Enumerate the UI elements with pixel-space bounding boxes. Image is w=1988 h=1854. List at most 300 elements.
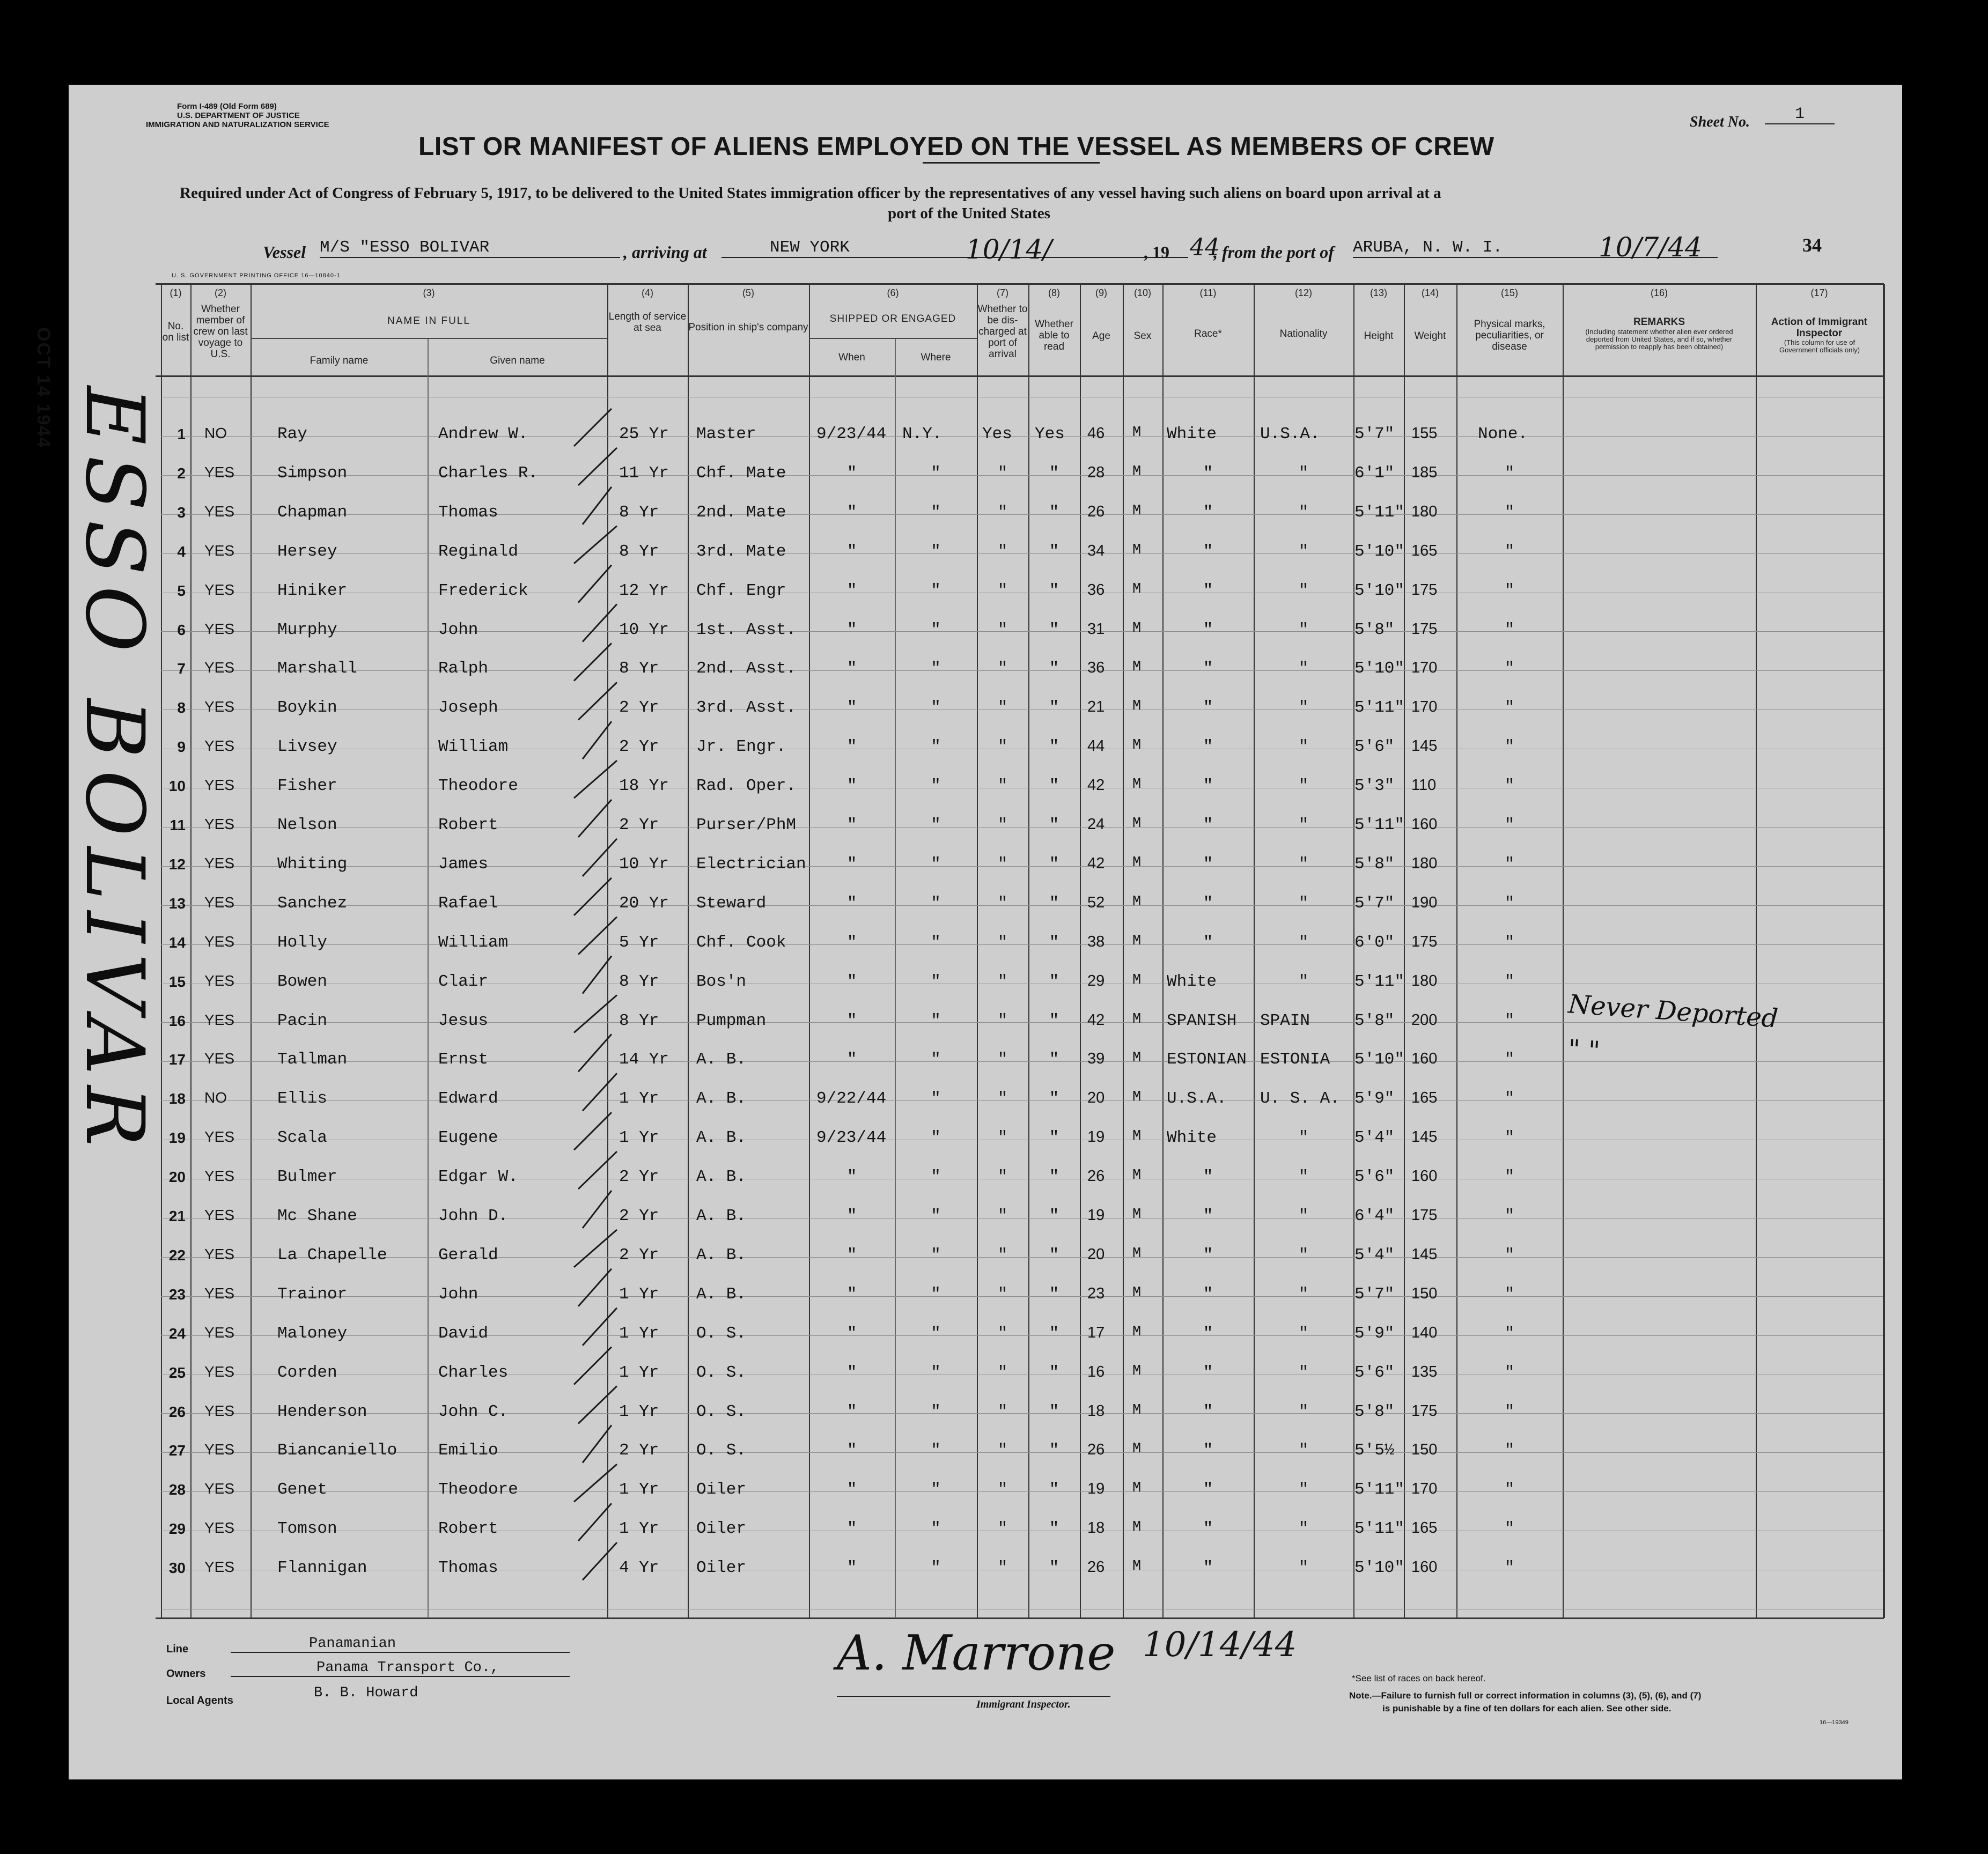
cell-race: " (1203, 1480, 1213, 1500)
cell-when: 9/23/44 (816, 425, 887, 444)
cell-race: SPANISH (1167, 1011, 1237, 1030)
cell-discharged: " (997, 1011, 1008, 1030)
cell-read: " (1049, 1168, 1059, 1187)
cell-weight: 160 (1411, 1168, 1438, 1185)
cell-nationality: " (1298, 1402, 1309, 1421)
cell-age: 42 (1087, 854, 1105, 872)
cell-age: 24 (1087, 816, 1105, 833)
cell-height: 5'3" (1354, 777, 1395, 796)
cell-service: 25 Yr (619, 425, 669, 444)
cell-member: YES (204, 1128, 235, 1146)
vessel-name: M/S "ESSO BOLIVAR (320, 238, 620, 258)
cell-height: 6'0" (1354, 933, 1395, 952)
cell-sex: M (1132, 1363, 1142, 1379)
cell-race: " (1203, 1245, 1213, 1265)
cell-physical: " (1504, 737, 1515, 757)
cell-where: " (931, 933, 941, 952)
cell-no: 19 (168, 1129, 186, 1147)
cell-family: Simpson (277, 463, 348, 483)
cell-member: YES (204, 933, 235, 950)
cell-height: 5'10" (1354, 659, 1405, 678)
cell-member: YES (204, 581, 235, 598)
column-number: (16) (1650, 287, 1668, 298)
cell-physical: " (1504, 1245, 1515, 1265)
cell-given: Clair (438, 972, 489, 991)
cell-where: " (931, 503, 941, 522)
sheet-number: 1 (1765, 105, 1835, 124)
cell-discharged: " (997, 1519, 1008, 1539)
cell-where: " (931, 816, 941, 834)
cell-where: " (931, 542, 941, 561)
cell-age: 52 (1087, 893, 1105, 911)
column-number: (15) (1500, 287, 1518, 298)
cell-discharged: " (997, 1245, 1008, 1265)
cell-given: David (438, 1324, 489, 1343)
cell-where: " (931, 620, 941, 639)
cell-when: " (846, 659, 857, 678)
cell-sex: M (1132, 1245, 1142, 1262)
cell-nationality: " (1298, 893, 1309, 913)
cell-race: " (1203, 1324, 1213, 1343)
cell-read: " (1049, 737, 1059, 757)
cell-no: 26 (168, 1403, 186, 1420)
cell-race: " (1203, 777, 1213, 796)
cell-weight: 170 (1411, 659, 1438, 677)
cell-race: " (1203, 737, 1213, 757)
cell-physical: " (1504, 1441, 1515, 1460)
cell-race: " (1203, 1168, 1213, 1187)
cell-position: A. B. (696, 1207, 747, 1225)
cell-physical: " (1504, 854, 1515, 874)
column-number: (13) (1369, 287, 1387, 298)
cell-age: 23 (1087, 1284, 1105, 1302)
cell-physical: " (1504, 893, 1515, 913)
cell-position: Master (696, 425, 756, 444)
cell-no: 5 (177, 582, 186, 599)
cell-height: 5'8" (1354, 620, 1395, 639)
departure-port: ARUBA, N. W. I. (1353, 238, 1718, 258)
cell-where: " (931, 1402, 941, 1421)
cell-sex: M (1132, 1558, 1142, 1575)
cell-member: YES (204, 972, 235, 989)
header-no-on-list: No. on list (162, 321, 189, 343)
cell-service: 14 Yr (619, 1050, 669, 1069)
cell-age: 26 (1087, 503, 1105, 520)
cell-height: 5'8" (1354, 854, 1395, 874)
cell-service: 8 Yr (619, 972, 659, 991)
cell-family: Ellis (277, 1089, 328, 1109)
cell-given: Rafael (438, 893, 498, 913)
cell-discharged: " (997, 854, 1008, 874)
cell-given: Robert (438, 816, 498, 834)
cell-race: " (1203, 698, 1213, 718)
cell-position: 3rd. Mate (696, 542, 786, 561)
cell-sex: M (1132, 542, 1142, 558)
cell-member: YES (204, 1519, 235, 1537)
cell-when: " (846, 1441, 857, 1460)
cell-when: " (846, 1284, 857, 1304)
cell-race: " (1203, 620, 1213, 639)
cell-given: Edward (438, 1089, 498, 1109)
cell-member: YES (204, 1284, 235, 1302)
races-note: *See list of races on back hereof. (1352, 1673, 1486, 1683)
cell-position: Chf. Mate (696, 463, 786, 483)
cell-position: Jr. Engr. (696, 737, 786, 757)
cell-weight: 160 (1411, 816, 1438, 833)
header-discharged: Whether to be dis-charged at port of arrival (977, 304, 1028, 360)
cell-service: 20 Yr (619, 893, 669, 913)
cell-where: " (931, 1480, 941, 1500)
cell-when: " (846, 1558, 857, 1578)
cell-member: YES (204, 777, 235, 794)
agents-label: Local Agents (166, 1695, 233, 1707)
arrival-date: 10/14/ (966, 234, 1052, 265)
cell-discharged: " (997, 620, 1008, 639)
cell-sex: M (1132, 698, 1142, 715)
cell-where: " (931, 1168, 941, 1187)
cell-no: 13 (168, 895, 186, 912)
cell-where: " (931, 581, 941, 600)
cell-when: " (846, 1480, 857, 1500)
cell-weight: 180 (1411, 854, 1438, 872)
cell-nationality: SPAIN (1260, 1011, 1310, 1030)
cell-height: 5'11" (1354, 1480, 1405, 1500)
cell-height: 5'7" (1354, 893, 1395, 913)
subtitle: Required under Act of Congress of February 5, 1917, to be delivered to the United States immigration officer by the representatives of any vessel having such aliens on board upon arrival at a (180, 184, 1441, 202)
cell-no: 2 (177, 464, 186, 482)
cell-where: N.Y. (902, 425, 943, 444)
cell-discharged: " (997, 893, 1008, 913)
cell-height: 5'6" (1354, 1168, 1395, 1187)
cell-sex: M (1132, 503, 1142, 519)
cell-age: 19 (1087, 1480, 1105, 1498)
cell-where: " (931, 1207, 941, 1225)
cell-sex: M (1132, 737, 1142, 754)
cell-no: 20 (168, 1169, 186, 1186)
cell-member: YES (204, 463, 235, 481)
cell-weight: 175 (1411, 1207, 1438, 1224)
vessel-label: Vessel (263, 242, 306, 262)
line-value: Panamanian (231, 1636, 570, 1653)
cell-service: 12 Yr (619, 581, 669, 600)
cell-discharged: " (997, 933, 1008, 952)
cell-nationality: ESTONIA (1260, 1050, 1330, 1069)
cell-nationality: " (1298, 933, 1309, 952)
margin-vessel-name: ESSO BOLIVAR (68, 386, 161, 1157)
cell-family: Holly (277, 933, 328, 952)
cell-no: 4 (177, 543, 186, 560)
header-remarks-note: (Including statement whether alien ever ordered deported from United States, and if so, whether permission to reapply has been obtained) (1585, 328, 1733, 351)
cell-no: 6 (177, 621, 186, 638)
cell-given: William (438, 933, 509, 952)
cell-discharged: " (997, 698, 1008, 718)
cell-height: 5'6" (1354, 737, 1395, 757)
cell-read: " (1049, 1245, 1059, 1265)
cell-where: " (931, 698, 941, 718)
cell-family: Henderson (277, 1402, 367, 1421)
cell-position: Bos'n (696, 972, 747, 991)
cell-when: " (846, 933, 857, 952)
cell-family: Nelson (277, 816, 337, 834)
header-race: Race* (1194, 328, 1222, 339)
cell-height: 5'6" (1354, 1363, 1395, 1382)
cell-read: " (1049, 1519, 1059, 1539)
cell-when: " (846, 1402, 857, 1421)
sheet-label: Sheet No. (1690, 114, 1750, 130)
cell-age: 44 (1087, 737, 1105, 755)
header-remarks: REMARKS (1633, 316, 1685, 328)
cell-given: Emilio (438, 1441, 498, 1460)
cell-sex: M (1132, 1480, 1142, 1497)
cell-age: 26 (1087, 1168, 1105, 1185)
cell-member: YES (204, 1480, 235, 1497)
cell-no: 30 (168, 1560, 186, 1577)
cell-service: 2 Yr (619, 698, 659, 718)
cell-where: " (931, 854, 941, 874)
signature-line (837, 1696, 1110, 1697)
cell-sex: M (1132, 1050, 1142, 1067)
cell-age: 42 (1087, 1011, 1105, 1029)
cell-service: 1 Yr (619, 1324, 659, 1343)
cell-nationality: " (1298, 1207, 1309, 1225)
cell-nationality: " (1298, 542, 1309, 561)
cell-race: " (1203, 1363, 1213, 1382)
header-position: Position in ship's company (688, 322, 808, 333)
cell-race: White (1167, 1128, 1217, 1148)
cell-discharged: " (997, 1168, 1008, 1187)
cell-position: 3rd. Asst. (696, 698, 797, 718)
cell-read: " (1049, 620, 1059, 639)
cell-given: Thomas (438, 503, 498, 522)
department: U.S. DEPARTMENT OF JUSTICE (177, 111, 300, 120)
cell-no: 9 (177, 738, 186, 756)
cell-no: 16 (168, 1012, 186, 1029)
cell-nationality: " (1298, 1128, 1309, 1148)
cell-member: YES (204, 816, 235, 832)
cell-nationality: " (1298, 1324, 1309, 1343)
cell-read: " (1049, 1558, 1059, 1578)
cell-height: 5'11" (1354, 698, 1405, 718)
arriving-label: , arriving at (623, 242, 707, 262)
cell-when: 9/22/44 (816, 1089, 887, 1109)
form-id: Form I-489 (Old Form 689) (177, 102, 277, 111)
cell-service: 1 Yr (619, 1363, 659, 1382)
cell-physical: " (1504, 1519, 1515, 1539)
cell-physical: None. (1478, 425, 1528, 444)
column-number: (7) (997, 287, 1008, 298)
column-number: (5) (742, 287, 754, 298)
cell-when: " (846, 503, 857, 522)
cell-family: Biancaniello (277, 1441, 397, 1460)
cell-when: 9/23/44 (816, 1128, 887, 1148)
cell-nationality: " (1298, 1245, 1309, 1265)
cell-family: Corden (277, 1363, 337, 1382)
cell-when: " (846, 1519, 857, 1539)
cell-position: A. B. (696, 1128, 747, 1148)
cell-discharged: " (997, 542, 1008, 561)
cell-nationality: U. S. A. (1260, 1089, 1340, 1109)
cell-sex: M (1132, 972, 1142, 988)
cell-race: " (1203, 1402, 1213, 1421)
cell-age: 18 (1087, 1519, 1105, 1537)
cell-service: 1 Yr (619, 1519, 659, 1539)
cell-no: 17 (168, 1051, 186, 1068)
cell-age: 28 (1087, 463, 1105, 481)
cell-physical: " (1504, 1050, 1515, 1069)
cell-when: " (846, 698, 857, 718)
cell-when: " (846, 581, 857, 600)
cell-nationality: " (1298, 503, 1309, 522)
cell-member: YES (204, 1207, 235, 1223)
cell-where: " (931, 1558, 941, 1578)
cell-physical: " (1504, 1011, 1515, 1030)
cell-remarks: " " (1567, 1034, 1601, 1067)
cell-race: " (1203, 1441, 1213, 1460)
cell-no: 28 (168, 1481, 186, 1498)
header-age: Age (1092, 330, 1110, 342)
cell-discharged: " (997, 1558, 1008, 1578)
cell-family: Bulmer (277, 1168, 337, 1187)
cell-service: 1 Yr (619, 1284, 659, 1304)
cell-service: 1 Yr (619, 1128, 659, 1148)
cell-no: 1 (177, 426, 186, 442)
cell-read: " (1049, 542, 1059, 561)
inspector-signature: A. Marrone (837, 1625, 1116, 1681)
printing-office: U. S. GOVERNMENT PRINTING OFFICE 16—10840-1 (172, 272, 341, 279)
cell-sex: M (1132, 1168, 1142, 1184)
cell-nationality: " (1298, 659, 1309, 678)
cell-sex: M (1132, 893, 1142, 910)
cell-discharged: " (997, 1207, 1008, 1225)
cell-weight: 190 (1411, 893, 1438, 911)
cell-weight: 185 (1411, 463, 1438, 481)
cell-race: " (1203, 854, 1213, 874)
cell-given: Reginald (438, 542, 518, 561)
cell-physical: " (1504, 972, 1515, 991)
cell-physical: " (1504, 620, 1515, 639)
cell-given: Thomas (438, 1558, 498, 1578)
cell-where: " (931, 1050, 941, 1069)
cell-family: Scala (277, 1128, 328, 1148)
cell-position: Chf. Cook (696, 933, 786, 952)
cell-age: 20 (1087, 1245, 1105, 1263)
cell-sex: M (1132, 581, 1142, 597)
cell-physical: " (1504, 1558, 1515, 1578)
cell-age: 42 (1087, 777, 1105, 794)
line-label: Line (166, 1643, 189, 1655)
cell-given: Jesus (438, 1011, 489, 1030)
cell-race: " (1203, 581, 1213, 600)
cell-discharged: " (997, 1324, 1008, 1343)
cell-discharged: " (997, 972, 1008, 991)
cell-family: Tallman (277, 1050, 348, 1069)
cell-race: U.S.A. (1167, 1089, 1227, 1109)
cell-no: 3 (177, 504, 186, 521)
cell-member: YES (204, 1363, 235, 1380)
cell-given: James (438, 854, 489, 874)
cell-weight: 175 (1411, 1402, 1438, 1420)
column-number: (2) (215, 287, 226, 298)
cell-read: " (1049, 503, 1059, 522)
cell-race: " (1203, 659, 1213, 678)
cell-physical: " (1504, 698, 1515, 718)
cell-physical: " (1504, 933, 1515, 952)
cell-race: White (1167, 972, 1217, 991)
header-shipped: SHIPPED OR ENGAGED (829, 313, 956, 324)
cell-family: Chapman (277, 503, 348, 522)
cell-member: YES (204, 1245, 235, 1262)
header-family-name: Family name (310, 355, 369, 366)
cell-read: " (1049, 1128, 1059, 1148)
owners-value: Panama Transport Co., (231, 1660, 570, 1677)
cell-when: " (846, 1050, 857, 1069)
cell-service: 8 Yr (619, 542, 659, 561)
cell-family: La Chapelle (277, 1245, 387, 1265)
agents-value: B. B. Howard (314, 1685, 418, 1701)
cell-position: Chf. Engr (696, 581, 786, 600)
header-length-service: Length of service at sea (608, 311, 687, 334)
cell-weight: 140 (1411, 1324, 1438, 1341)
page-number: 34 (1802, 234, 1822, 256)
cell-weight: 175 (1411, 581, 1438, 599)
cell-discharged: " (997, 1284, 1008, 1304)
cell-discharged: " (997, 777, 1008, 796)
cell-position: Oiler (696, 1558, 747, 1578)
cell-height: 5'5½ (1354, 1441, 1395, 1460)
cell-read: " (1049, 1089, 1059, 1109)
cell-service: 5 Yr (619, 933, 659, 952)
service-name: IMMIGRATION AND NATURALIZATION SERVICE (146, 120, 329, 129)
cell-position: Steward (696, 893, 767, 913)
cell-family: Mc Shane (277, 1207, 357, 1225)
cell-sex: M (1132, 1519, 1142, 1536)
cell-service: 2 Yr (619, 816, 659, 834)
cell-given: Charles R. (438, 463, 539, 483)
cell-family: Tomson (277, 1519, 337, 1539)
cell-nationality: " (1298, 1441, 1309, 1460)
cell-position: O. S. (696, 1402, 747, 1421)
cell-nationality: " (1298, 1558, 1309, 1578)
cell-no: 14 (168, 934, 186, 951)
cell-age: 39 (1087, 1050, 1105, 1068)
cell-height: 5'9" (1354, 1089, 1395, 1109)
cell-physical: " (1504, 463, 1515, 483)
cell-member: YES (204, 893, 235, 911)
owners-label: Owners (166, 1668, 206, 1680)
cell-remarks: Never Deported (1567, 988, 1779, 1034)
cell-when: " (846, 737, 857, 757)
cell-member: NO (204, 425, 227, 441)
cell-where: " (931, 1324, 941, 1343)
cell-nationality: " (1298, 463, 1309, 483)
cell-sex: M (1132, 1284, 1142, 1301)
cell-height: 5'8" (1354, 1402, 1395, 1421)
cell-member: NO (204, 1089, 227, 1106)
cell-discharged: " (997, 581, 1008, 600)
cell-height: 5'11" (1354, 1519, 1405, 1539)
cell-physical: " (1504, 1207, 1515, 1225)
cell-age: 34 (1087, 542, 1105, 559)
cell-weight: 150 (1411, 1441, 1438, 1459)
cell-age: 19 (1087, 1128, 1105, 1146)
cell-where: " (931, 737, 941, 757)
cell-given: Frederick (438, 581, 528, 600)
cell-family: Ray (277, 425, 307, 444)
cell-given: Ralph (438, 659, 489, 678)
cell-given: Gerald (438, 1245, 498, 1265)
cell-physical: " (1504, 1284, 1515, 1304)
cell-discharged: " (997, 737, 1008, 757)
